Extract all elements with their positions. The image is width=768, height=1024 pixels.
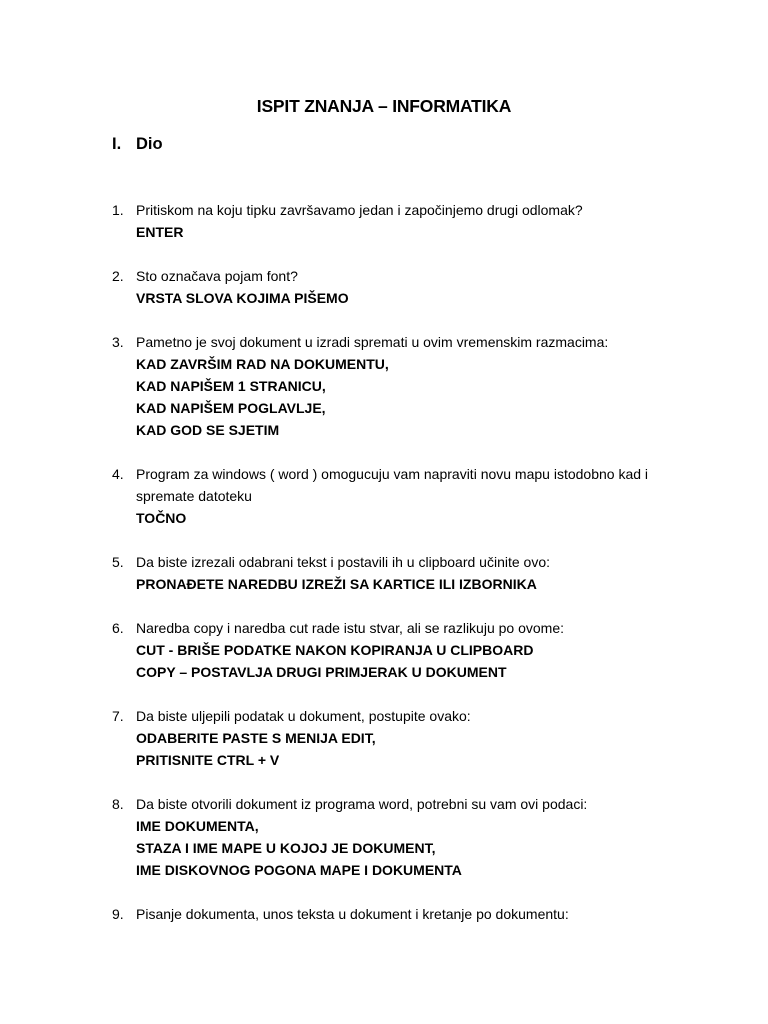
- section-number: I.: [112, 135, 122, 153]
- question-number: 5.: [112, 554, 124, 570]
- section-label: Dio: [136, 135, 163, 153]
- question-number: 7.: [112, 708, 124, 724]
- question-number: 1.: [112, 202, 124, 218]
- section-heading: [112, 133, 163, 155]
- question-item: [112, 793, 692, 881]
- question-number: 4.: [112, 466, 124, 482]
- answer-line: KAD ZAVRŠIM RAD NA DOKUMENTU,: [136, 356, 389, 372]
- question-item: [112, 705, 692, 771]
- question-item: [112, 331, 692, 441]
- answer-line: ODABERITE PASTE S MENIJA EDIT,: [136, 730, 376, 746]
- question-item: [112, 617, 692, 683]
- question-text: Sto označava pojam font?: [136, 268, 298, 284]
- question-text: Pisanje dokumenta, unos teksta u dokument i kretanje po dokumentu:: [136, 906, 569, 922]
- answer-line: KAD NAPIŠEM POGLAVLJE,: [136, 400, 326, 416]
- answer-line: PRONAĐETE NAREDBU IZREŽI SA KARTICE ILI IZBORNIKA: [136, 576, 537, 592]
- document-title: ISPIT ZNANJA – INFORMATIKA: [256, 96, 512, 116]
- question-text: Program za windows ( word ) omogucuju vam napraviti novu mapu istodobno kad i spremate datoteku: [136, 466, 649, 504]
- question-number: 9.: [112, 906, 124, 922]
- answer-line: TOČNO: [136, 510, 187, 526]
- answer-line: STAZA I IME MAPE U KOJOJ JE DOKUMENT,: [136, 840, 436, 856]
- question-text: Da biste uljepili podatak u dokument, postupite ovako:: [136, 708, 471, 724]
- question-number: 6.: [112, 620, 124, 636]
- answer-line: VRSTA SLOVA KOJIMA PIŠEMO: [136, 290, 349, 306]
- question-item: [112, 199, 692, 243]
- question-text: Naredba copy i naredba cut rade istu stvar, ali se razlikuju po ovome:: [136, 620, 565, 636]
- answer-line: ENTER: [136, 224, 184, 240]
- question-text: Da biste otvorili dokument iz programa word, potrebni su vam ovi podaci:: [136, 796, 588, 812]
- question-number: 3.: [112, 334, 124, 350]
- answer-line: CUT - BRIŠE PODATKE NAKON KOPIRANJA U CLIPBOARD: [136, 642, 534, 658]
- answer-line: IME DOKUMENTA,: [136, 818, 259, 834]
- answer-line: IME DISKOVNOG POGONA MAPE I DOKUMENTA: [136, 862, 462, 878]
- question-item: [112, 463, 692, 529]
- question-text: Da biste izrezali odabrani tekst i postavili ih u clipboard učinite ovo:: [136, 554, 550, 570]
- question-list: [112, 199, 692, 947]
- question-text: Pritiskom na koju tipku završavamo jedan i započinjemo drugi odlomak?: [136, 202, 583, 218]
- answer-line: KAD GOD SE SJETIM: [136, 422, 280, 438]
- answer-line: COPY – POSTAVLJA DRUGI PRIMJERAK U DOKUMENT: [136, 664, 507, 680]
- question-item: [112, 551, 692, 595]
- question-number: 8.: [112, 796, 124, 812]
- question-item: [112, 903, 692, 925]
- answer-line: PRITISNITE CTRL + V: [136, 752, 280, 768]
- question-item: [112, 265, 692, 309]
- answer-line: KAD NAPIŠEM 1 STRANICU,: [136, 378, 326, 394]
- question-number: 2.: [112, 268, 124, 284]
- question-text: Pametno je svoj dokument u izradi spremati u ovim vremenskim razmacima:: [136, 334, 609, 350]
